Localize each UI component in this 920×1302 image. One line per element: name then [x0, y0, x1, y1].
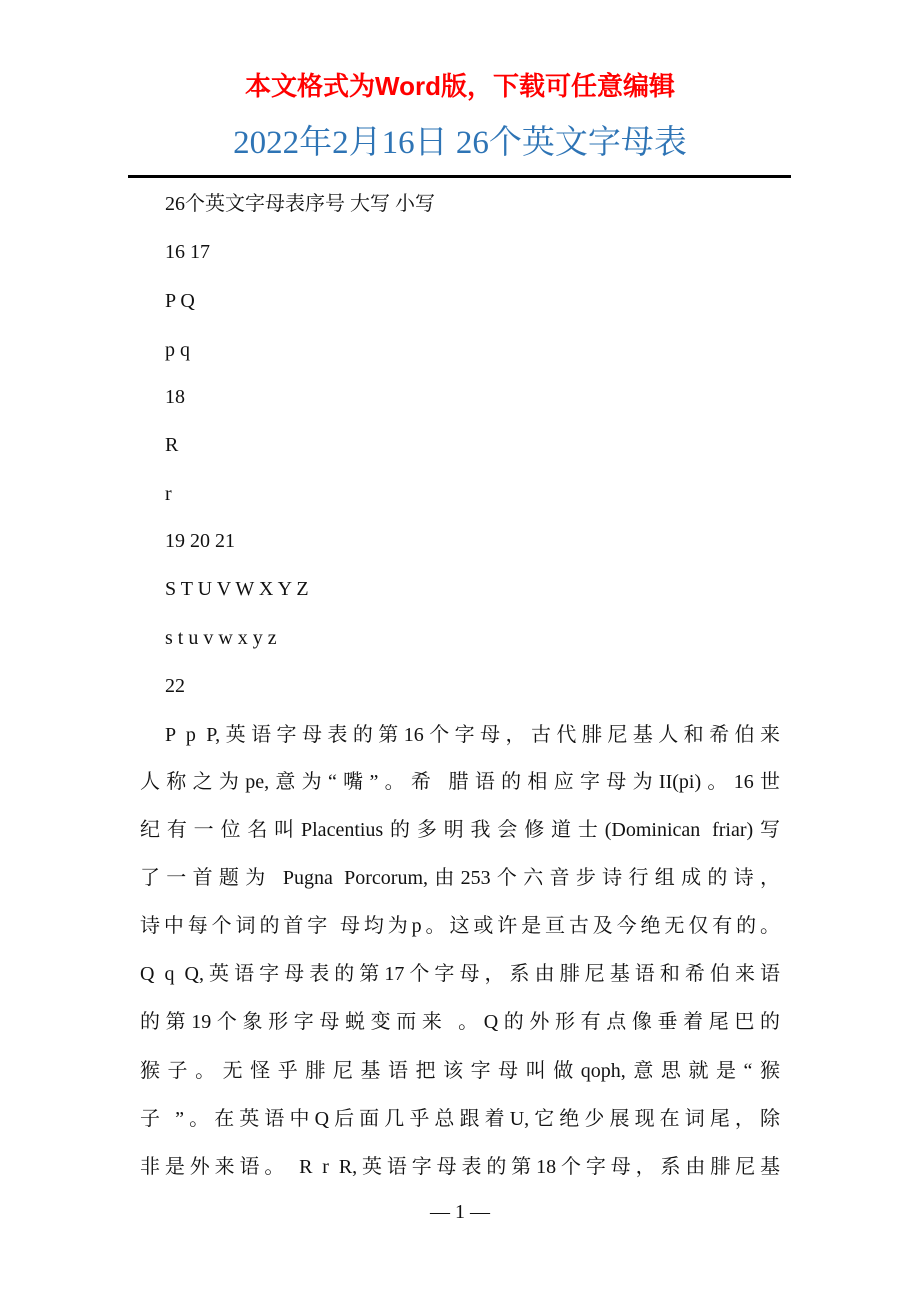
table-line: 18: [165, 386, 185, 408]
paragraph-line: 子 ”。在英语中Q后面几乎总跟着U,它绝少展现在词尾，除: [140, 1108, 780, 1130]
paragraph-line: Q q Q,英语字母表的第17个字母，系由腓尼基语和希伯来语: [140, 963, 780, 985]
paragraph-line: 非是外来语。 R r R,英语字母表的第18个字母，系由腓尼基: [140, 1156, 780, 1178]
paragraph-line: 的第19个象形字母蜕变而来 。Q的外形有点像垂着尾巴的: [140, 1011, 780, 1033]
page-number: — 1 —: [430, 1201, 490, 1223]
table-line: R: [165, 434, 179, 456]
paragraph-line: 人称之为pe,意为“嘴”。希 腊语的相应字母为II(pi)。16世: [140, 771, 780, 793]
table-line: S T U V W X Y Z: [165, 578, 309, 600]
title-divider: [128, 175, 791, 178]
paragraph-line: 诗中每个词的首字 母均为p。这或许是亘古及今绝无仅有的。: [140, 915, 780, 937]
paragraph-line: 纪有一位名叫Placentius的多明我会修道士(Dominican friar)写: [140, 819, 780, 841]
format-notice-banner: 本文格式为Word版，下载可任意编辑: [245, 71, 675, 101]
table-line: s t u v w x y z: [165, 627, 277, 649]
paragraph-line: 了一首题为 Pugna Porcorum,由253个六音步诗行组成的诗，: [140, 867, 780, 889]
table-line: p q: [165, 339, 190, 361]
table-line: r: [165, 483, 172, 505]
paragraph-line: 猴子。无怪乎腓尼基语把该字母叫做qoph,意思就是“猴: [140, 1060, 780, 1082]
table-line: 19 20 21: [165, 530, 235, 552]
paragraph-line: P p P,英语字母表的第16个字母，古代腓尼基人和希伯来: [165, 724, 780, 746]
table-line: 26个英文字母表序号 大写 小写: [165, 193, 435, 215]
table-line: P Q: [165, 290, 195, 312]
table-line: 22: [165, 675, 185, 697]
table-line: 16 17: [165, 241, 210, 263]
document-title: 2022年2月16日 26个英文字母表: [233, 125, 687, 161]
